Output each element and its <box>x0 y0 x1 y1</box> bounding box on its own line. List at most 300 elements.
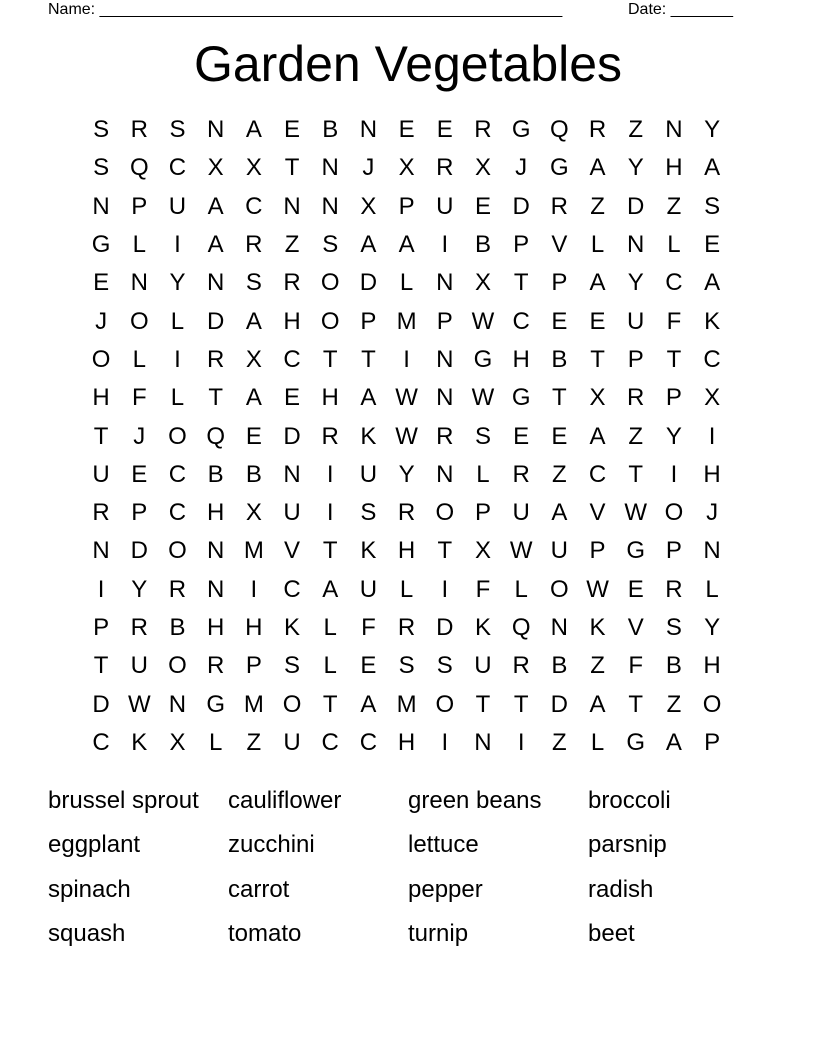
grid-cell: Q <box>550 116 569 144</box>
grid-cell: H <box>703 652 721 680</box>
grid-cell: E <box>245 422 262 450</box>
grid-cell: B <box>474 231 491 259</box>
grid-cell: S <box>436 652 453 680</box>
grid-cell: W <box>471 307 495 335</box>
grid-cell: D <box>92 690 110 718</box>
page-title: Garden Vegetables <box>193 36 623 92</box>
grid-cell: L <box>399 575 414 603</box>
grid-cell: N <box>627 231 645 259</box>
word-item: beet <box>588 920 635 948</box>
grid-cell: R <box>92 499 110 527</box>
grid-cell: O <box>282 690 302 718</box>
word-item: tomato <box>228 920 302 948</box>
grid-cell: E <box>513 422 530 450</box>
word-row <box>48 779 768 823</box>
grid-cell: N <box>92 537 110 565</box>
grid-cell: T <box>628 690 644 718</box>
grid-cell: N <box>206 116 225 144</box>
grid-cell: B <box>322 116 339 144</box>
header-line <box>48 0 748 20</box>
grid-cell: I <box>174 231 181 259</box>
grid-cell: T <box>93 652 109 680</box>
name-field: Name: ____________________________________________________ <box>48 1 563 18</box>
grid-cell: N <box>436 345 454 373</box>
grid-cell: C <box>283 345 301 373</box>
grid-row <box>82 111 732 149</box>
grid-cell: R <box>283 269 301 297</box>
grid-cell: C <box>359 728 378 756</box>
grid-cell: A <box>360 231 377 259</box>
grid-cell: O <box>320 307 340 335</box>
grid-cell: R <box>588 116 607 144</box>
grid-cell: I <box>403 345 410 373</box>
grid-cell: A <box>665 728 682 756</box>
grid-cell: L <box>590 231 605 259</box>
grid-cell: L <box>667 231 681 259</box>
grid-cell: X <box>474 269 491 297</box>
grid-cell: E <box>704 231 721 259</box>
grid-cell: Z <box>590 192 605 220</box>
grid-cell: F <box>666 307 682 335</box>
grid-cell: F <box>361 614 376 641</box>
grid-cell: I <box>441 728 449 756</box>
grid-cell: Z <box>666 690 682 718</box>
grid-cell: N <box>206 537 225 565</box>
grid-cell: T <box>475 690 491 718</box>
grid-cell: X <box>245 499 262 527</box>
grid-cell: I <box>174 345 181 373</box>
word-row <box>48 868 768 912</box>
grid-cell: Y <box>169 269 186 297</box>
grid-cell: H <box>321 384 339 412</box>
grid-cell: T <box>284 154 300 182</box>
grid-cell: U <box>283 728 301 756</box>
grid-cell: E <box>131 460 148 488</box>
grid-row <box>82 302 732 340</box>
grid-cell: N <box>703 537 721 565</box>
grid-cell: G <box>511 384 531 412</box>
grid-cell: W <box>471 384 495 412</box>
grid-cell: S <box>398 652 415 680</box>
grid-cell: V <box>589 499 606 527</box>
grid-cell: T <box>322 537 338 565</box>
grid-cell: E <box>436 116 453 144</box>
grid-cell: U <box>130 652 148 680</box>
grid-cell: I <box>326 460 334 488</box>
grid-cell: X <box>474 537 491 565</box>
grid-cell: N <box>168 690 187 718</box>
grid-cell: K <box>360 422 377 450</box>
grid-cell: L <box>132 231 146 259</box>
grid-cell: Z <box>666 192 682 220</box>
grid-cell: T <box>322 690 338 718</box>
grid-cell: Q <box>206 422 225 450</box>
grid-cell: T <box>513 690 529 718</box>
grid-cell: U <box>359 575 378 603</box>
grid-cell: C <box>665 269 683 297</box>
grid-cell: D <box>436 614 454 641</box>
grid-cell: G <box>550 154 569 182</box>
grid-cell: V <box>551 231 568 259</box>
grid-cell: K <box>704 307 721 335</box>
grid-cell: W <box>395 422 418 450</box>
grid-cell: N <box>359 116 378 144</box>
grid-cell: E <box>589 307 606 335</box>
word-row <box>48 912 768 956</box>
grid-cell: E <box>284 384 301 412</box>
grid-cell: O <box>435 690 455 718</box>
grid-cell: X <box>360 192 377 220</box>
grid-cell: N <box>92 192 110 220</box>
grid-row <box>82 417 732 455</box>
grid-row <box>82 685 732 723</box>
grid-cell: N <box>321 192 339 220</box>
grid-cell: R <box>627 384 645 412</box>
grid-cell: E <box>551 422 568 450</box>
grid-cell: D <box>512 192 530 220</box>
grid-cell: H <box>397 537 416 565</box>
word-row <box>48 823 768 867</box>
grid-row <box>82 647 732 685</box>
grid-cell: C <box>588 460 607 488</box>
grid-cell: E <box>398 116 415 144</box>
word-item: brussel sprout <box>48 787 199 815</box>
grid-cell: X <box>207 154 224 182</box>
grid-cell: L <box>323 652 337 680</box>
grid-row <box>82 188 732 226</box>
grid-row <box>82 609 732 647</box>
grid-cell: D <box>627 192 645 220</box>
grid-cell: I <box>250 575 258 603</box>
grid-cell: S <box>360 499 377 527</box>
grid-cell: A <box>322 575 339 603</box>
grid-cell: H <box>703 460 721 488</box>
grid-cell: F <box>131 384 147 412</box>
grid-cell: N <box>283 192 301 220</box>
grid-cell: Z <box>628 116 644 144</box>
grid-cell: G <box>206 690 225 718</box>
grid-cell: A <box>589 422 606 450</box>
grid-cell: R <box>512 652 530 680</box>
grid-cell: N <box>206 269 225 297</box>
grid-cell: N <box>474 728 492 756</box>
grid-cell: U <box>283 499 301 527</box>
grid-cell: J <box>95 307 108 335</box>
grid-cell: J <box>515 154 528 182</box>
grid-cell: E <box>551 307 568 335</box>
grid-cell: H <box>245 614 263 641</box>
grid-cell: H <box>665 154 683 182</box>
grid-cell: P <box>665 384 682 412</box>
grid-cell: C <box>92 728 110 756</box>
grid-cell: X <box>169 728 186 756</box>
grid-cell: R <box>321 422 339 450</box>
grid-cell: L <box>476 460 490 488</box>
grid-cell: C <box>168 460 187 488</box>
grid-cell: A <box>704 269 721 297</box>
word-item: turnip <box>408 920 469 948</box>
grid-cell: R <box>168 575 187 603</box>
word-item: zucchini <box>228 831 315 859</box>
grid-cell: S <box>322 231 339 259</box>
grid-cell: U <box>474 652 492 680</box>
grid-cell: F <box>628 652 644 680</box>
grid-row <box>82 379 732 417</box>
grid-cell: G <box>511 116 531 144</box>
grid-cell: E <box>93 269 110 297</box>
grid-cell: S <box>93 116 110 144</box>
grid-cell: M <box>396 307 417 335</box>
grid-cell: O <box>129 307 149 335</box>
grid-cell: L <box>170 307 185 335</box>
grid-cell: H <box>206 499 225 527</box>
grid-cell: K <box>360 537 377 565</box>
grid-cell: C <box>321 728 339 756</box>
grid-cell: L <box>323 614 337 641</box>
grid-cell: P <box>513 231 530 259</box>
grid-cell: A <box>589 269 606 297</box>
grid-cell: T <box>437 537 453 565</box>
grid-cell: B <box>245 460 262 488</box>
grid-cell: Y <box>665 422 682 450</box>
grid-cell: U <box>168 192 187 220</box>
word-item: radish <box>588 875 654 903</box>
grid-cell: B <box>207 460 224 488</box>
grid-cell: A <box>207 231 224 259</box>
grid-cell: O <box>664 499 684 527</box>
word-item: broccoli <box>588 787 671 815</box>
grid-cell: U <box>512 499 530 527</box>
grid-cell: B <box>551 652 568 680</box>
grid-row <box>82 532 732 570</box>
grid-cell: D <box>206 307 225 335</box>
grid-cell: L <box>132 345 146 373</box>
grid-cell: Q <box>129 154 149 182</box>
grid-cell: N <box>436 460 454 488</box>
grid-cell: S <box>169 116 186 144</box>
grid-cell: K <box>284 614 301 641</box>
word-item: carrot <box>228 875 290 903</box>
grid-cell: Z <box>552 460 567 488</box>
grid-cell: S <box>665 614 682 641</box>
grid-cell: R <box>512 460 530 488</box>
grid-cell: N <box>665 116 683 144</box>
grid-cell: T <box>208 384 223 412</box>
grid-cell: E <box>474 192 491 220</box>
grid-cell: U <box>92 460 110 488</box>
grid-cell: G <box>626 537 646 565</box>
grid-cell: R <box>550 192 569 220</box>
grid-cell: S <box>93 154 110 182</box>
grid-cell: T <box>322 345 338 373</box>
grid-cell: U <box>359 460 378 488</box>
word-item: pepper <box>408 875 483 903</box>
grid-cell: J <box>362 154 375 182</box>
grid-cell: I <box>670 460 678 488</box>
grid-cell: N <box>436 384 454 412</box>
grid-cell: A <box>207 192 224 220</box>
word-item: cauliflower <box>228 787 342 815</box>
grid-cell: O <box>168 652 187 680</box>
grid-cell: Z <box>284 231 300 259</box>
grid-cell: R <box>436 154 454 182</box>
grid-cell: U <box>436 192 454 220</box>
grid-row <box>82 724 732 762</box>
grid-cell: A <box>245 116 262 144</box>
grid-cell: Y <box>704 614 721 641</box>
grid-cell: T <box>628 460 644 488</box>
grid-cell: Y <box>398 460 415 488</box>
grid-cell: W <box>586 575 609 603</box>
grid-cell: Z <box>552 728 567 756</box>
grid-cell: R <box>436 422 454 450</box>
grid-cell: H <box>206 614 225 641</box>
grid-cell: N <box>283 460 301 488</box>
grid-cell: A <box>551 499 568 527</box>
grid-cell: I <box>441 575 449 603</box>
grid-cell: T <box>93 422 109 450</box>
grid-cell: P <box>704 728 721 756</box>
grid-cell: A <box>360 690 377 718</box>
grid-cell: A <box>589 154 606 182</box>
word-list <box>48 779 768 956</box>
grid-row <box>82 264 732 302</box>
grid-cell: B <box>551 345 568 373</box>
grid-cell: V <box>284 537 301 565</box>
grid-cell: R <box>474 116 492 144</box>
grid-cell: K <box>474 614 491 641</box>
grid-cell: X <box>474 154 491 182</box>
grid-cell: W <box>624 499 648 527</box>
grid-cell: N <box>550 614 569 641</box>
word-item: squash <box>48 920 126 948</box>
grid-row <box>82 571 732 609</box>
grid-cell: T <box>590 345 605 373</box>
grid-cell: K <box>589 614 606 641</box>
grid-cell: A <box>360 384 377 412</box>
grid-cell: R <box>206 652 225 680</box>
grid-cell: L <box>399 269 414 297</box>
grid-cell: W <box>509 537 533 565</box>
grid-cell: G <box>91 231 111 259</box>
grid-cell: P <box>436 307 453 335</box>
grid-cell: T <box>666 345 682 373</box>
grid-cell: P <box>131 192 148 220</box>
grid-cell: J <box>133 422 146 450</box>
grid-row <box>82 456 732 494</box>
grid-cell: O <box>168 537 187 565</box>
grid-cell: Y <box>627 154 644 182</box>
grid-cell: C <box>703 345 721 373</box>
grid-cell: E <box>284 116 301 144</box>
grid-cell: R <box>665 575 683 603</box>
grid-cell: R <box>206 345 225 373</box>
grid-cell: I <box>326 499 334 527</box>
grid-cell: Z <box>590 652 605 680</box>
grid-cell: K <box>131 728 148 756</box>
grid-cell: R <box>130 614 148 641</box>
grid-cell: W <box>127 690 151 718</box>
grid-cell: Y <box>131 575 148 603</box>
date-field: Date: _______ <box>628 1 733 18</box>
grid-cell: O <box>168 422 187 450</box>
grid-cell: I <box>708 422 716 450</box>
grid-cell: S <box>245 269 262 297</box>
word-item: lettuce <box>408 831 479 859</box>
grid-cell: C <box>168 499 187 527</box>
grid-row <box>82 149 732 187</box>
word-item: green beans <box>408 787 542 815</box>
grid-cell: J <box>706 499 719 527</box>
grid-cell: C <box>168 154 187 182</box>
grid-cell: A <box>704 154 721 182</box>
grid-cell: L <box>705 575 719 603</box>
grid-cell: N <box>321 154 339 182</box>
grid-cell: C <box>283 575 301 603</box>
grid-cell: Z <box>246 728 262 756</box>
grid-cell: C <box>512 307 530 335</box>
grid-cell: L <box>170 384 185 412</box>
grid-cell: S <box>704 192 721 220</box>
word-item: parsnip <box>588 831 667 859</box>
grid-cell: R <box>397 614 416 641</box>
grid-cell: R <box>397 499 416 527</box>
grid-cell: X <box>704 384 721 412</box>
grid-cell: N <box>130 269 148 297</box>
grid-cell: M <box>243 537 264 565</box>
grid-cell: M <box>243 690 264 718</box>
word-item: eggplant <box>48 831 141 859</box>
grid-cell: N <box>206 575 225 603</box>
grid-cell: P <box>589 537 606 565</box>
grid-cell: V <box>627 614 644 641</box>
grid-cell: L <box>514 575 528 603</box>
grid-cell: E <box>360 652 377 680</box>
grid-cell: H <box>512 345 530 373</box>
grid-cell: O <box>435 499 455 527</box>
grid-cell: L <box>208 728 223 756</box>
grid-cell: D <box>130 537 148 565</box>
grid-cell: S <box>284 652 301 680</box>
word-item: spinach <box>48 875 131 903</box>
grid-cell: B <box>169 614 186 641</box>
grid-cell: U <box>550 537 569 565</box>
grid-cell: P <box>551 269 568 297</box>
grid-cell: Z <box>628 422 644 450</box>
grid-cell: P <box>627 345 644 373</box>
grid-cell: G <box>626 728 646 756</box>
grid-cell: O <box>320 269 340 297</box>
grid-cell: L <box>590 728 605 756</box>
grid-cell: Y <box>627 269 644 297</box>
grid-cell: W <box>395 384 418 412</box>
grid-cell: T <box>361 345 376 373</box>
grid-cell: X <box>245 154 262 182</box>
grid-cell: T <box>552 384 567 412</box>
grid-cell: A <box>589 690 606 718</box>
grid-cell: E <box>627 575 644 603</box>
grid-row <box>82 341 732 379</box>
grid-cell: P <box>93 614 110 641</box>
grid-cell: O <box>91 345 111 373</box>
grid-row <box>82 226 732 264</box>
grid-cell: M <box>396 690 417 718</box>
grid-cell: O <box>702 690 722 718</box>
grid-row <box>82 494 732 532</box>
grid-cell: D <box>283 422 301 450</box>
grid-cell: Y <box>704 116 721 144</box>
grid-cell: H <box>397 728 416 756</box>
